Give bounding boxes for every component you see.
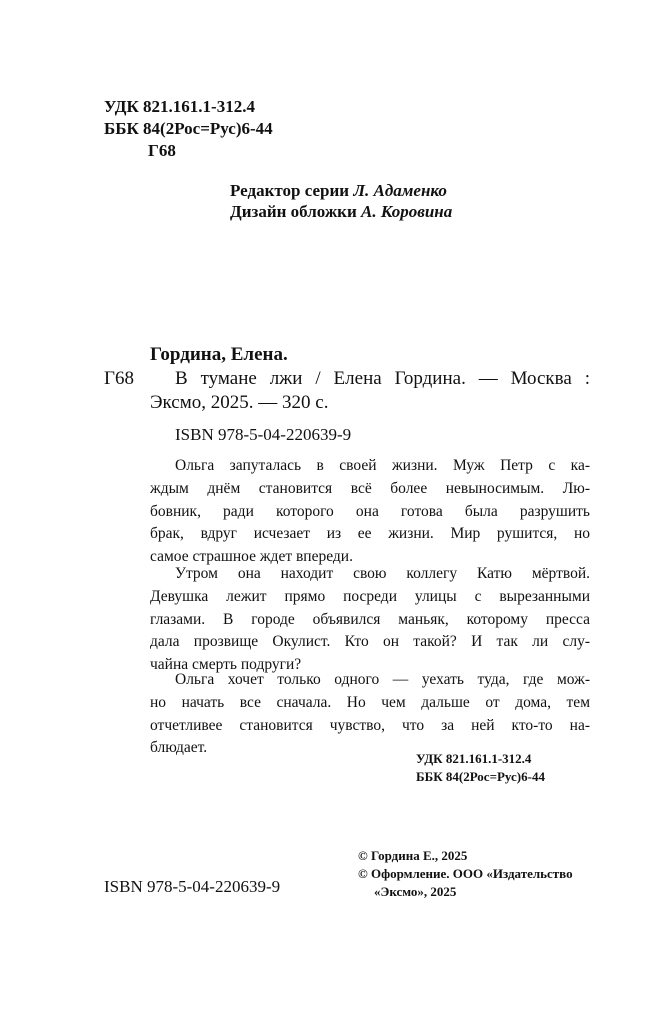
series-editor-credit — [230, 180, 447, 202]
bbk-code-bottom: ББК 84(2Рос=Рус)6-44 — [416, 769, 545, 784]
annotation-line: чайна смерть подруги? — [150, 656, 302, 674]
annotation-line: дала прозвище Окулист. Кто он такой? И так ли слу- — [150, 633, 590, 651]
isbn-main: ISBN 978-5-04-220639-9 — [175, 425, 352, 444]
annotation-paragraph-2 — [150, 563, 590, 677]
bbk-code-top: ББК 84(2Рос=Рус)6-44 — [104, 119, 273, 138]
annotation-paragraph-3 — [150, 669, 590, 760]
copyright-publisher: © Оформление. ООО «Издательство — [358, 866, 573, 881]
annotation-paragraph-1 — [150, 455, 590, 569]
copyright-publisher-cont: «Эксмо», 2025 — [374, 884, 457, 899]
cover-design-name: А. Коровина — [361, 202, 453, 221]
annotation-line: Девушка лежит прямо посреди улицы с вырезанными — [150, 587, 590, 605]
annotation-line: Ольга хочет только одного — уехать туда, где мож- — [175, 671, 590, 688]
annotation-line: блюдает. — [150, 739, 208, 757]
isbn-bottom: ISBN 978-5-04-220639-9 — [104, 877, 281, 896]
udk-code-bottom: УДК 821.161.1-312.4 — [416, 751, 532, 766]
series-editor-label: Редактор серии — [230, 181, 350, 200]
author-mark: Г68 — [104, 368, 134, 389]
annotation-line: Утром она находит свою коллегу Катю мёртвой. — [175, 565, 590, 582]
series-editor-name: Л. Адаменко — [353, 181, 447, 200]
annotation-line: отчетливее становится чувство, что за ней кто-то на- — [150, 716, 590, 734]
bibliographic-description-line1: В тумане лжи / Елена Гордина. — Москва : — [175, 368, 590, 389]
cover-design-label: Дизайн обложки — [230, 202, 357, 221]
author-mark-top: Г68 — [148, 141, 176, 160]
annotation-line: брак, вдруг исчезает из ее жизни. Мир рушится, но — [150, 525, 590, 543]
annotation-line: Ольга запуталась в своей жизни. Муж Петр с ка- — [175, 457, 590, 474]
cover-design-credit — [230, 201, 452, 223]
annotation-line: глазами. В городе объявился маньяк, которому пресса — [150, 610, 590, 628]
annotation-line: самое страшное ждет впереди. — [150, 548, 353, 566]
udk-code-top: УДК 821.161.1-312.4 — [104, 97, 255, 116]
copyright-author: © Гордина Е., 2025 — [358, 848, 468, 863]
annotation-line: бовник, ради которого она готова была разрушить — [150, 502, 590, 520]
author-heading: Гордина, Елена. — [150, 344, 288, 365]
annotation-line: ждым днём становится всё более невыносимым. Лю- — [150, 479, 590, 497]
bibliographic-description-line2: Эксмо, 2025. — 320 с. — [150, 392, 329, 413]
annotation-line: но начать все сначала. Но чем дальше от дома, тем — [150, 693, 590, 711]
